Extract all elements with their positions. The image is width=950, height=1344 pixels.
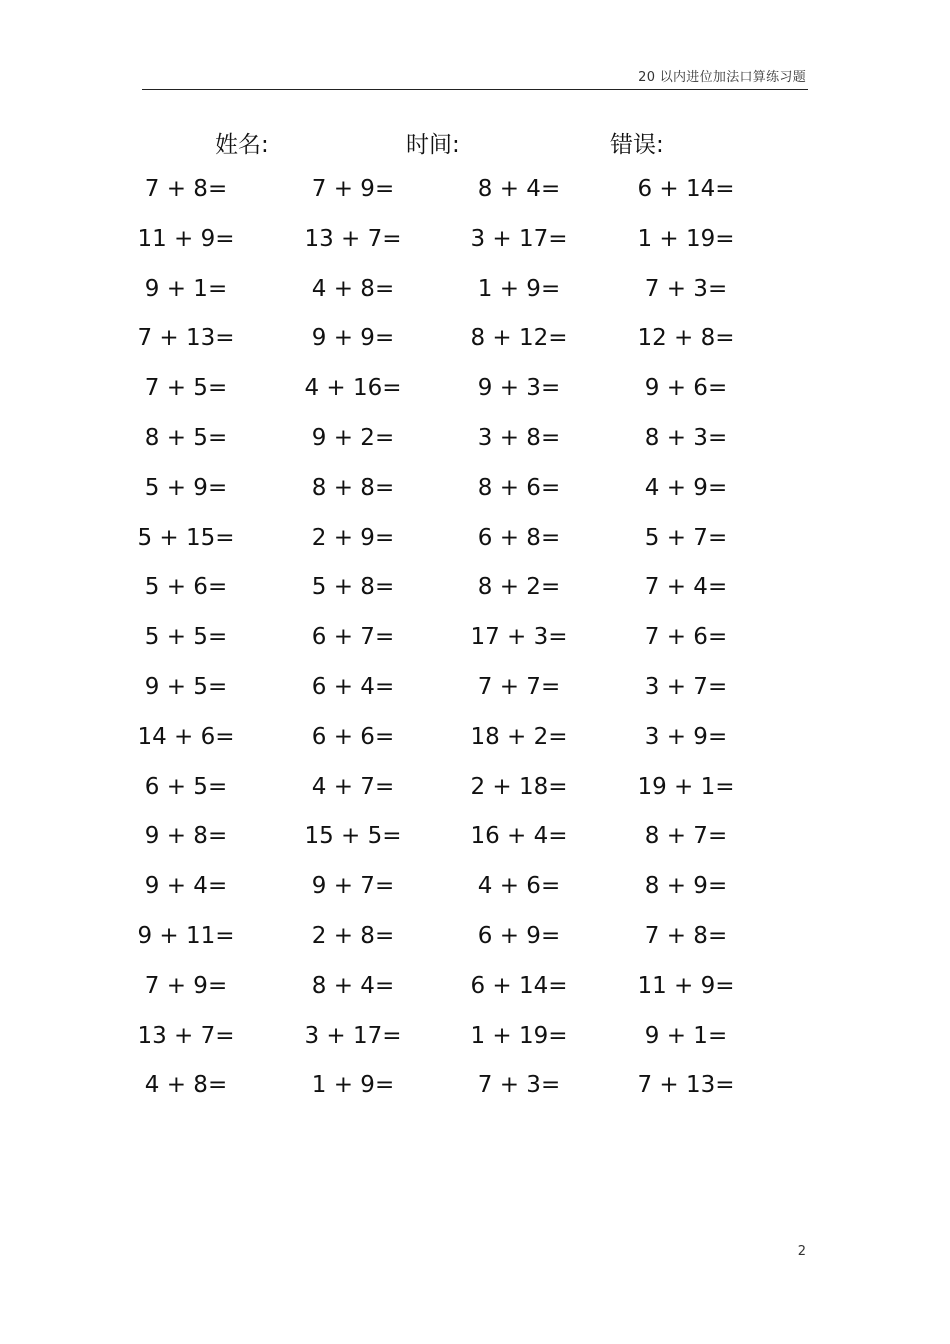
problem-item: 8 + 2= — [477, 574, 561, 601]
problem-item: 9 + 6= — [644, 375, 728, 402]
problem-item: 9 + 5= — [144, 673, 228, 700]
problem-item: 11 + 9= — [637, 972, 735, 999]
problem-item: 17 + 3= — [470, 624, 568, 651]
problem-item: 8 + 3= — [644, 424, 728, 451]
problem-item: 9 + 9= — [311, 325, 395, 352]
problem-item: 13 + 7= — [304, 225, 402, 252]
problem-item: 14 + 6= — [137, 723, 235, 750]
problem-row — [0, 1019, 950, 1069]
problem-row — [0, 919, 950, 969]
problem-item: 5 + 15= — [137, 524, 235, 551]
problem-item: 9 + 2= — [311, 424, 395, 451]
problem-item: 3 + 17= — [470, 225, 568, 252]
problem-item: 9 + 4= — [144, 873, 228, 900]
problem-item: 6 + 4= — [311, 673, 395, 700]
problem-item: 5 + 6= — [144, 574, 228, 601]
problem-row — [0, 869, 950, 919]
problem-item: 8 + 4= — [477, 176, 561, 202]
problem-item: 8 + 5= — [144, 424, 228, 451]
problem-item: 4 + 16= — [304, 375, 402, 402]
problem-item: 13 + 7= — [137, 1022, 235, 1049]
problem-item: 6 + 5= — [144, 773, 228, 800]
page-header — [142, 64, 808, 90]
problem-item: 4 + 6= — [477, 873, 561, 900]
problem-item: 16 + 4= — [470, 823, 568, 850]
problem-item: 5 + 5= — [144, 624, 228, 651]
problem-item: 9 + 1= — [144, 275, 228, 302]
problem-grid — [0, 172, 950, 1118]
problem-item: 7 + 7= — [477, 673, 561, 700]
problem-item: 4 + 9= — [644, 474, 728, 501]
problem-item: 7 + 13= — [637, 1072, 735, 1099]
problem-row — [0, 272, 950, 322]
problem-row — [0, 720, 950, 770]
header-title: 20 以内进位加法口算练习题 — [638, 70, 806, 85]
problem-item: 7 + 9= — [144, 972, 228, 999]
problem-item: 5 + 8= — [311, 574, 395, 601]
problem-item: 5 + 9= — [144, 474, 228, 501]
problem-row — [0, 172, 950, 222]
problem-item: 7 + 3= — [644, 275, 728, 302]
problem-item: 3 + 17= — [304, 1022, 402, 1049]
time-label: 时间: — [406, 132, 460, 158]
problem-item: 9 + 8= — [144, 823, 228, 850]
problem-row — [0, 819, 950, 869]
problem-item: 7 + 8= — [144, 176, 228, 202]
problem-row — [0, 770, 950, 820]
problem-item: 6 + 14= — [470, 972, 568, 999]
problem-item: 7 + 4= — [644, 574, 728, 601]
problem-item: 1 + 19= — [637, 225, 735, 252]
page-number: 2 — [797, 1244, 806, 1259]
name-label: 姓名: — [215, 132, 269, 158]
problem-row — [0, 371, 950, 421]
info-row — [0, 126, 950, 162]
problem-item: 2 + 18= — [470, 773, 568, 800]
problem-item: 7 + 8= — [644, 922, 728, 949]
problem-row — [0, 620, 950, 670]
problem-item: 8 + 6= — [477, 474, 561, 501]
problem-row — [0, 521, 950, 571]
problem-item: 12 + 8= — [637, 325, 735, 352]
problem-item: 18 + 2= — [470, 723, 568, 750]
problem-item: 7 + 9= — [311, 176, 395, 202]
problem-item: 4 + 8= — [144, 1072, 228, 1099]
problem-item: 8 + 4= — [311, 972, 395, 999]
problem-row — [0, 421, 950, 471]
problem-item: 3 + 7= — [644, 673, 728, 700]
problem-item: 6 + 7= — [311, 624, 395, 651]
problem-row — [0, 570, 950, 620]
problem-row — [0, 670, 950, 720]
problem-item: 8 + 7= — [644, 823, 728, 850]
problem-item: 8 + 9= — [644, 873, 728, 900]
problem-item: 7 + 13= — [137, 325, 235, 352]
problem-item: 7 + 5= — [144, 375, 228, 402]
problem-item: 3 + 8= — [477, 424, 561, 451]
problem-item: 1 + 9= — [477, 275, 561, 302]
problem-item: 9 + 7= — [311, 873, 395, 900]
problem-item: 7 + 6= — [644, 624, 728, 651]
problem-item: 9 + 3= — [477, 375, 561, 402]
problem-item: 4 + 8= — [311, 275, 395, 302]
problem-item: 1 + 9= — [311, 1072, 395, 1099]
problem-row — [0, 1068, 950, 1118]
problem-item: 4 + 7= — [311, 773, 395, 800]
problem-item: 19 + 1= — [637, 773, 735, 800]
problem-item: 8 + 8= — [311, 474, 395, 501]
problem-item: 15 + 5= — [304, 823, 402, 850]
problem-item: 9 + 11= — [137, 922, 235, 949]
problem-item: 2 + 9= — [311, 524, 395, 551]
problem-row — [0, 969, 950, 1019]
problem-item: 5 + 7= — [644, 524, 728, 551]
problem-item: 3 + 9= — [644, 723, 728, 750]
problem-item: 6 + 14= — [637, 176, 735, 202]
problem-item: 6 + 6= — [311, 723, 395, 750]
problem-item: 9 + 1= — [644, 1022, 728, 1049]
problem-item: 7 + 3= — [477, 1072, 561, 1099]
problem-item: 6 + 8= — [477, 524, 561, 551]
problem-row — [0, 321, 950, 371]
problem-item: 6 + 9= — [477, 922, 561, 949]
errors-label: 错误: — [610, 132, 664, 158]
problem-item: 1 + 19= — [470, 1022, 568, 1049]
problem-row — [0, 222, 950, 272]
problem-item: 8 + 12= — [470, 325, 568, 352]
problem-item: 11 + 9= — [137, 225, 235, 252]
problem-row — [0, 471, 950, 521]
problem-item: 2 + 8= — [311, 922, 395, 949]
